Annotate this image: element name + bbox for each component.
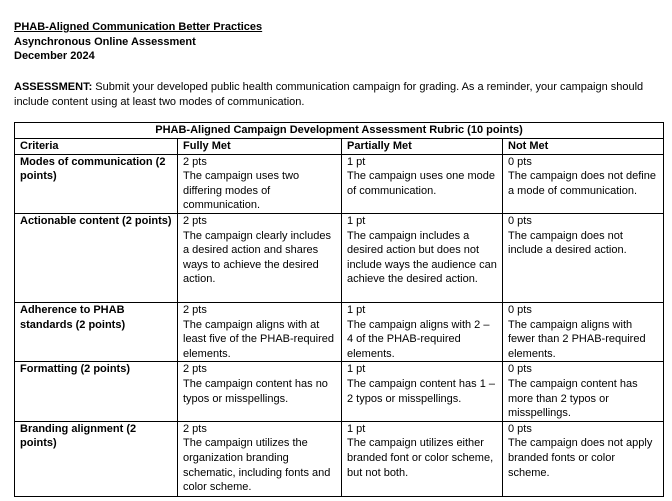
assessment-text: Submit your developed public health communication campaign for grading. As a reminder, your campaign should include content using at least two modes of communication. xyxy=(14,81,644,108)
description: The campaign aligns with fewer than 2 PHAB-required elements. xyxy=(508,318,646,360)
criteria-cell: Formatting (2 points) xyxy=(15,362,178,421)
points-label: 0 pts xyxy=(508,155,532,168)
table-row xyxy=(15,302,664,361)
points-label: 0 pts xyxy=(508,363,532,376)
rubric-title: PHAB-Aligned Campaign Development Assessment Rubric (10 points) xyxy=(15,123,664,139)
full-cell xyxy=(178,421,342,496)
description: The campaign does not apply branded fonts or color scheme. xyxy=(508,437,653,479)
points-label: 0 pts xyxy=(508,422,532,435)
table-row xyxy=(15,421,664,496)
description: The campaign uses one mode of communication. xyxy=(347,170,495,197)
column-header: Partially Met xyxy=(342,138,503,154)
partial-cell xyxy=(342,302,503,361)
points-label: 1 pt xyxy=(347,214,366,227)
description: The campaign includes a desired action but does not include ways the audience can achieve the desired action. xyxy=(347,229,497,286)
criteria-cell: Adherence to PHAB standards (2 points) xyxy=(15,302,178,361)
description: The campaign does not include a desired action. xyxy=(508,229,627,257)
none-cell xyxy=(503,362,664,421)
full-cell xyxy=(178,154,342,213)
criteria-cell: Modes of communication (2 points) xyxy=(15,154,178,213)
points-label: 0 pts xyxy=(508,214,532,227)
partial-cell xyxy=(342,421,503,496)
points-label: 0 pts xyxy=(508,303,532,316)
description: The campaign does not define a mode of communication. xyxy=(508,170,656,197)
column-header: Not Met xyxy=(503,138,664,154)
partial-cell xyxy=(342,154,503,213)
description: The campaign utilizes either branded font or color scheme, but not both. xyxy=(347,437,494,479)
criteria-cell: Branding alignment (2 points) xyxy=(15,421,178,496)
points-label: 2 pts xyxy=(183,422,207,435)
points-label: 1 pt xyxy=(347,363,366,376)
table-row xyxy=(15,154,664,213)
document-header xyxy=(14,20,262,64)
document-date: December 2024 xyxy=(14,50,95,63)
table-row xyxy=(15,213,664,302)
description: The campaign utilizes the organization branding schematic, including fonts and color scheme. xyxy=(183,437,331,494)
points-label: 1 pt xyxy=(347,303,366,316)
none-cell xyxy=(503,213,664,302)
points-label: 1 pt xyxy=(347,155,366,168)
column-header: Criteria xyxy=(15,138,178,154)
column-header: Fully Met xyxy=(178,138,342,154)
assessment-instructions xyxy=(14,80,654,109)
description: The campaign clearly includes a desired action and shares ways to achieve the desired action. xyxy=(183,229,331,286)
description: The campaign aligns with at least five of the PHAB-required elements. xyxy=(183,318,335,360)
none-cell xyxy=(503,154,664,213)
table-row xyxy=(15,362,664,421)
description: The campaign aligns with 2 – 4 of the PHAB-required elements. xyxy=(347,318,490,360)
description: The campaign content has more than 2 typos or misspellings. xyxy=(508,377,638,420)
points-label: 2 pts xyxy=(183,155,207,168)
description: The campaign uses two differing modes of communication. xyxy=(183,170,300,212)
none-cell xyxy=(503,302,664,361)
description: The campaign content has no typos or misspellings. xyxy=(183,377,328,405)
rubric-table xyxy=(14,122,664,497)
points-label: 2 pts xyxy=(183,363,207,376)
assessment-label: ASSESSMENT: xyxy=(14,81,93,93)
full-cell xyxy=(178,302,342,361)
points-label: 2 pts xyxy=(183,303,207,316)
description: The campaign content has 1 – 2 typos or misspellings. xyxy=(347,377,495,405)
document-title: PHAB-Aligned Communication Better Practices xyxy=(14,21,263,33)
none-cell xyxy=(503,421,664,496)
document-subtitle: Asynchronous Online Assessment xyxy=(14,35,196,48)
partial-cell xyxy=(342,362,503,421)
partial-cell xyxy=(342,213,503,302)
points-label: 2 pts xyxy=(183,214,207,227)
full-cell xyxy=(178,362,342,421)
full-cell xyxy=(178,213,342,302)
criteria-cell: Actionable content (2 points) xyxy=(15,213,178,302)
points-label: 1 pt xyxy=(347,422,366,435)
